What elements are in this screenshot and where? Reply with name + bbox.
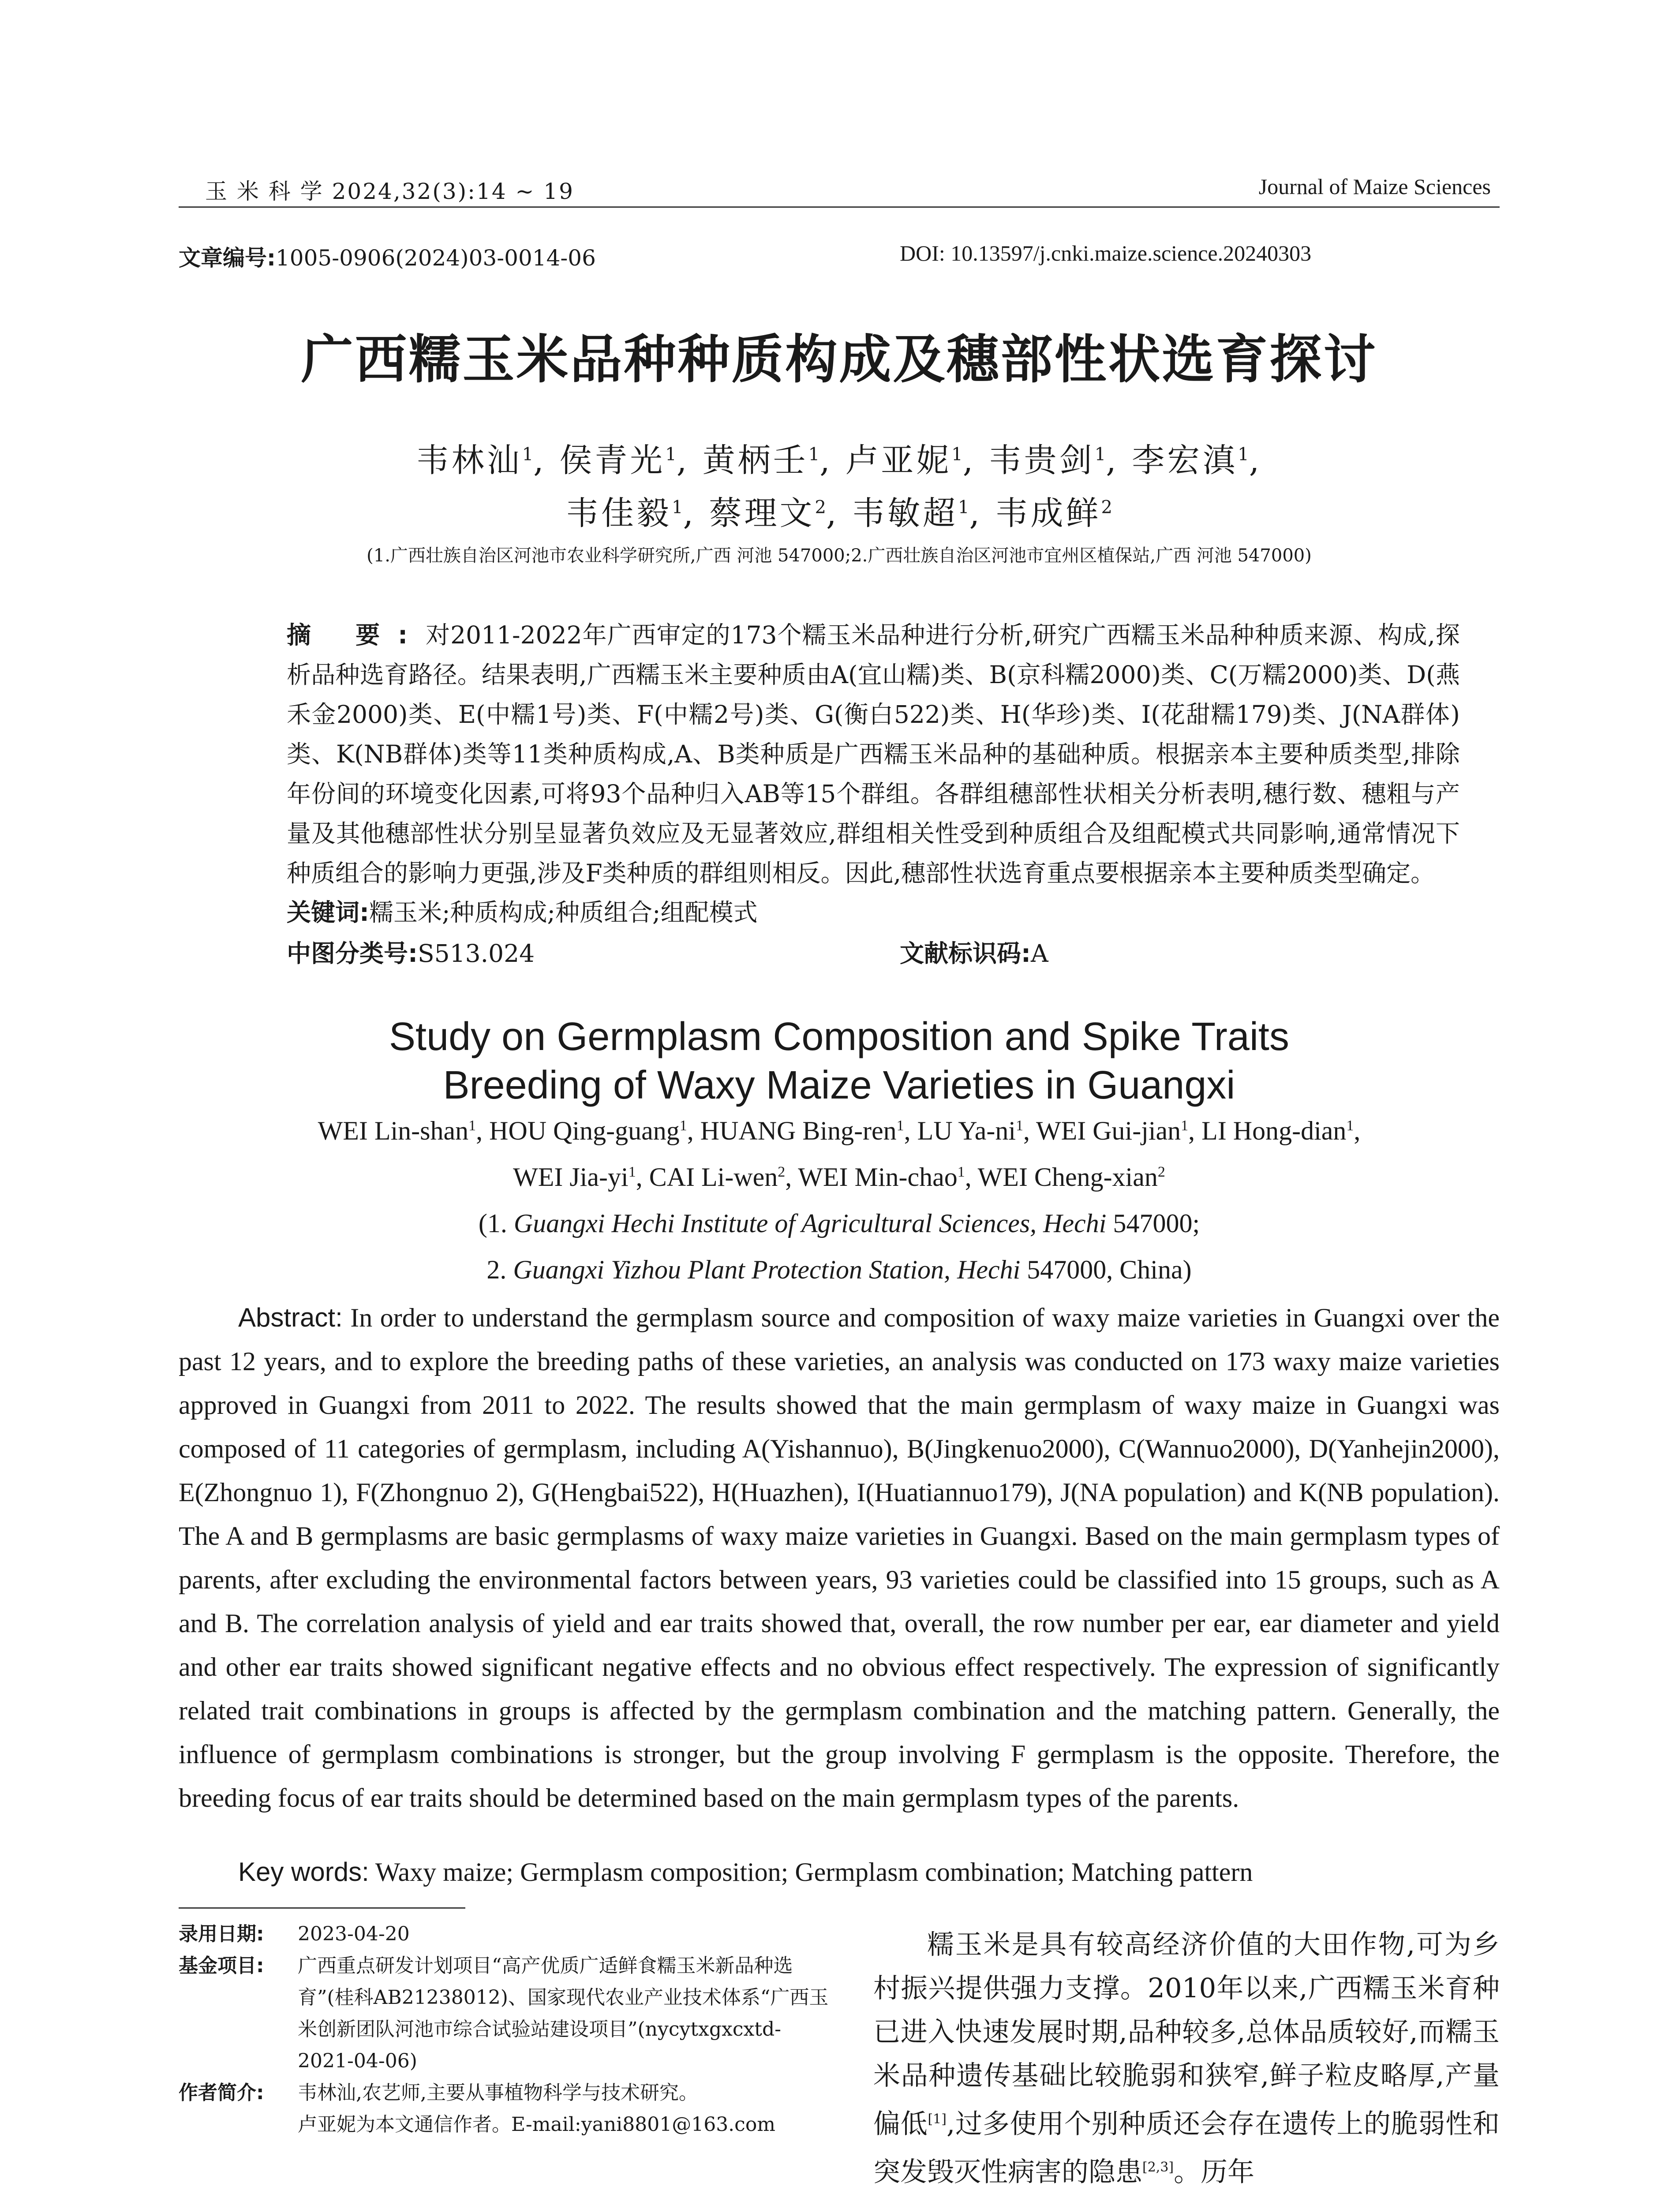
author-affiliation-mark: 2: [778, 1164, 786, 1180]
cn-clc-value: S513.024: [418, 939, 535, 968]
author-name: 黄柄壬: [702, 441, 808, 479]
author-affiliation-mark: 2: [1101, 497, 1112, 518]
introduction-paragraph: [873, 1923, 1500, 2194]
author-affiliation-mark: 1: [1016, 1117, 1024, 1134]
intro-text-3: 。历年: [1174, 2156, 1255, 2188]
doi: DOI: 10.13597/j.cnki.maize.science.20240303: [900, 241, 1312, 265]
en-abstract-text: In order to understand the germplasm source and composition of waxy maize varieties in Guangxi over the past 12 years, and to explore the breeding paths of these varieties, an analysis was conducted on 173 waxy maize varieties approved in Guangxi from 2011 to 2022. The results showed that the main germplasm of waxy maize in Guangxi was composed of 11 categories of germplasm, including A(Yishannuo), B(Jingkenuo2000), C(Wannuo2000), D(Yanhejin2000), E(Zhongnuo 1), F(Zhongnuo 2), G(Hengbai522), H(Huazhen), I(Huatiannuo179), J(NA population) and K(NB population). The A and B germplasms are basic germplasms of waxy maize varieties in Guangxi. Based on the main germplasm types of parents, after excluding the environmental factors between years, 93 varieties could be classified into 15 groups, such as A and B. The correlation analysis of yield and ear traits showed that, overall, the row number per ear, ear diameter and yield and other ear traits showed significant negative effects and no obvious effect respectively. The expression of significantly related trait combinations in groups is affected by the germplasm combination and the matching pattern. Generally, the influence of germplasm combinations is stronger, but the group involving F germplasm is the opposite. Therefore, the breeding focus of ear traits should be determined based on the main germplasm types of the parents.: [179, 1303, 1500, 1813]
author-affiliation-mark: 1: [628, 1164, 636, 1180]
author-affiliation-mark: 1: [1181, 1117, 1189, 1134]
author-name: LU Ya-ni: [917, 1116, 1016, 1145]
author-affiliation-mark: 1: [679, 1117, 687, 1134]
cn-keywords-value: 糯玉米;种质构成;种质组合;组配模式: [369, 898, 758, 927]
en-keywords-label: Key words:: [238, 1857, 369, 1887]
author-name: LI Hong-dian: [1201, 1116, 1347, 1145]
corresponding-author: 卢亚妮为本文通信作者。E-mail:yani8801@163.com: [298, 2113, 776, 2136]
cn-title: 广西糯玉米品种种质构成及穗部性状选育探讨: [301, 329, 1377, 390]
author-name: 韦敏超: [852, 494, 958, 532]
cn-authors-line2: 韦佳毅$^1$, 蔡理文$^2$, 韦敏超$^1$, 韦成鲜$^2$: [566, 494, 1112, 532]
author-affiliation-mark: 2: [815, 497, 826, 518]
en-authors-line1: WEI Lin-shan$^1$, HOU Qing-guang$^1$, HUANG Bing-ren$^1$, LU $Ya-ni^1$, WEI Gui-jian$^1$, LI Hong-dian$^1$,: [318, 1116, 1361, 1145]
author-name: 蔡理文: [709, 494, 815, 532]
author-affiliation-mark: 1: [1238, 444, 1249, 465]
cn-abstract: [287, 615, 1460, 893]
author-name: HUANG Bing-ren: [700, 1116, 897, 1145]
running-header: [179, 170, 1500, 208]
en-affiliation-2: [179, 1255, 1500, 1285]
cn-keywords-label: 关键词:: [287, 898, 369, 927]
cn-doc-code: [900, 934, 1048, 969]
cn-affiliations: (1.广西壮族自治区河池市农业科学研究所,广西 河池 547000;2.广西壮族自治区河池市宜州区植保站,广西 河池 547000): [367, 546, 1312, 566]
author-affiliation-mark: 1: [665, 444, 677, 465]
article-number: [179, 240, 596, 272]
cn-authors-line1: 韦林汕$^1$, 侯青光$^1$, 黄柄壬$^1$, 卢亚妮$^1$, 韦贵剑$^1$, 李宏滇$^1$,: [416, 441, 1262, 479]
article-number-label: 文章编号:: [179, 245, 276, 271]
cn-doc-code-label: 文献标识码:: [900, 939, 1031, 968]
author-affiliation-mark: 1: [1346, 1117, 1354, 1134]
author-affiliation-mark: 2: [1157, 1164, 1165, 1180]
en-title-line2: Breeding of Waxy Maize Varieties in Guangxi: [443, 1063, 1235, 1107]
author-affiliation-mark: 1: [808, 444, 820, 465]
author-name: 侯青光: [559, 441, 666, 479]
citation-ref-1[interactable]: [1]: [928, 2112, 947, 2127]
author-affiliation-mark: 1: [1094, 444, 1106, 465]
citation-ref-2[interactable]: [2,3]: [1142, 2160, 1174, 2175]
en-affil1-name: Guangxi Hechi Institute of Agricultural Sciences, Hechi: [513, 1209, 1107, 1238]
fund-value: 广西重点研发计划项目“高产优质广适鲜食糯玉米新品种选育”(桂科AB21238012)、国家现代农业产业技术体系“广西玉米创新团队河池市综合试验站建设项目”(nycytxgxcxtd-2021-04-06): [298, 1955, 829, 2072]
author-bio-label: 作者简介:: [179, 2082, 264, 2104]
author-name: HOU Qing-guang: [489, 1116, 680, 1145]
fund-label: 基金项目:: [179, 1955, 264, 1977]
footnote-fund: [179, 1950, 831, 2077]
cn-keywords: [287, 893, 758, 928]
author-affiliation-mark: 1: [951, 444, 963, 465]
author-name: 韦佳毅: [566, 494, 672, 532]
author-bio-value: [298, 2077, 831, 2141]
author-name: 卢亚妮: [846, 441, 952, 479]
en-affiliation-1: [179, 1208, 1500, 1239]
en-affil2-suffix: 547000, China): [1020, 1255, 1192, 1284]
en-keywords: [238, 1857, 1253, 1887]
en-authors-line2: WEI Jia-$yi^1$, CAI Li-wen$^2$, WEI Min-chao$^1$, WEI Cheng-xian$^2$: [513, 1162, 1165, 1192]
journal-en-name: Journal of Maize Sciences: [1258, 174, 1491, 199]
author-name: WEI Lin-shan: [318, 1116, 469, 1145]
journal-cn-citation: 玉 米 科 学 2024,32(3):14 ~ 19: [205, 179, 574, 204]
author-name: 韦贵剑: [988, 441, 1095, 479]
author-name: 韦成鲜: [995, 494, 1101, 532]
cn-abstract-label: 摘 要:: [287, 621, 426, 649]
author-name: WEI Min-chao: [798, 1162, 958, 1192]
intro-text-2: ,过多使用个别种质还会存在遗传上的脆弱性和突发毁灭性病害的隐患: [873, 2108, 1500, 2188]
author-affiliation-mark: 1: [957, 1164, 965, 1180]
author-affiliation-mark: 1: [672, 497, 683, 518]
cn-abstract-text: 对2011-2022年广西审定的173个糯玉米品种进行分析,研究广西糯玉米品种种质来源、构成,探析品种选育路径。结果表明,广西糯玉米主要种质由A(宜山糯)类、B(京科糯2000)类、C(万糯2000)类、D(燕禾金2000)类、E(中糯1号)类、F(中糯2号)类、G(衡白522)类、H(华珍)类、I(花甜糯179)类、J(NA群体)类、K(NB群体)类等11类种质构成,A、B类种质是广西糯玉米品种的基础种质。根据亲本主要种质类型,排除年份间的环境变化因素,可将93个品种归入AB等15个群组。各群组穗部性状相关分析表明,穗行数、穗粗与产量及其他穗部性状分别呈显著负效应及无显著效应,群组相关性受到种质组合及组配模式共同影响,通常情况下种质组合的影响力更强,涉及F类种质的群组则相反。因此,穗部性状选育重点要根据亲本主要种质类型确定。: [287, 621, 1460, 887]
footnote-received: [179, 1918, 831, 1950]
cn-clc-label: 中图分类号:: [287, 939, 418, 968]
footnotes: [179, 1918, 831, 2141]
footnote-divider: [179, 1907, 465, 1909]
cn-clc: [287, 934, 535, 969]
en-abstract: [179, 1296, 1500, 1820]
en-affil1-suffix: 547000;: [1106, 1209, 1200, 1238]
received-label: 录用日期:: [179, 1923, 264, 1945]
author-name: WEI Jia-yi: [513, 1162, 629, 1192]
intro-text-1: 糯玉米是具有较高经济价值的大田作物,可为乡村振兴提供强力支撑。2010年以来,广西糯玉米育种已进入快速发展时期,品种较多,总体品质较好,而糯玉米品种遗传基础比较脆弱和狭窄,鲜子粒皮略厚,产量偏低: [873, 1929, 1500, 2140]
author-name: WEI Gui-jian: [1036, 1116, 1181, 1145]
en-abstract-label: Abstract:: [238, 1303, 343, 1332]
author-affiliation-mark: 1: [468, 1117, 476, 1134]
en-affil1-prefix: (1.: [478, 1209, 514, 1238]
en-affil2-name: Guangxi Yizhou Plant Protection Station, Hechi: [513, 1255, 1021, 1284]
footnote-author: [179, 2077, 831, 2141]
en-keywords-value: Waxy maize; Germplasm composition; Germplasm combination; Matching pattern: [375, 1857, 1253, 1887]
author-name: CAI Li-wen: [649, 1162, 778, 1192]
received-value: 2023-04-20: [298, 1923, 410, 1945]
author-name: 李宏滇: [1132, 441, 1238, 479]
author-name: 韦林汕: [416, 441, 522, 479]
author-affiliation-mark: 1: [896, 1117, 904, 1134]
author-affiliation-mark: 1: [958, 497, 969, 518]
en-title-line1: Study on Germplasm Composition and Spike Traits: [389, 1015, 1289, 1059]
article-number-value: 1005-0906(2024)03-0014-06: [276, 245, 596, 271]
author-affiliation-mark: 1: [522, 444, 534, 465]
en-affil2-prefix: 2.: [486, 1255, 513, 1284]
author-bio-text: 韦林汕,农艺师,主要从事植物科学与技术研究。: [298, 2082, 698, 2104]
author-name: WEI Cheng-xian: [977, 1162, 1158, 1192]
cn-doc-code-value: A: [1031, 939, 1048, 968]
